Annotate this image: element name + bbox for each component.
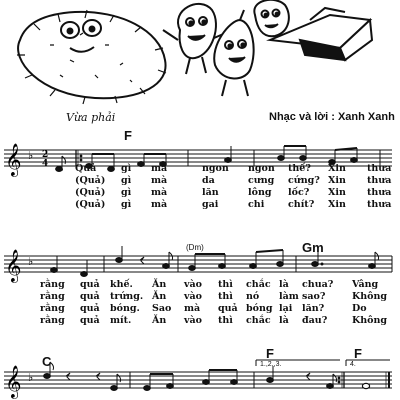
volta-first-ending: 1.,2.,3.: [260, 361, 282, 368]
lyric-word: quả: [80, 315, 100, 326]
lyric-word: gì: [121, 163, 132, 174]
tempo-marking: Vừa phải: [66, 111, 116, 124]
time-signature-top: 2: [42, 150, 49, 160]
lyric-word: Quả: [75, 163, 97, 174]
lyric-word: rằng: [40, 279, 65, 290]
lyric-word: lông: [248, 187, 272, 198]
lyric-word: ngon: [202, 163, 229, 174]
lyric-word: là: [279, 279, 289, 290]
lyric-word: vào: [184, 291, 203, 302]
lyric-word: mà: [151, 175, 168, 186]
lyric-word: chắc: [246, 279, 271, 290]
chord-label: F: [266, 346, 274, 361]
lyric-word: lăn?: [302, 303, 325, 314]
lyrics-block-2: [0, 279, 400, 327]
lyric-line: [0, 187, 400, 199]
lyric-word: nó: [246, 291, 260, 302]
lyric-word: bóng: [246, 303, 273, 314]
svg-text:♭: ♭: [28, 255, 34, 268]
time-signature-bottom: 4: [42, 159, 49, 169]
treble-clef-icon: 𝄞: [5, 143, 22, 176]
lyric-word: cứng?: [288, 175, 320, 186]
lyric-word: rằng: [40, 291, 65, 302]
lyric-word: sao?: [302, 291, 326, 302]
lyric-word: mà: [151, 199, 168, 210]
lyric-word: quả: [80, 279, 100, 290]
lyric-word: (Quả): [75, 175, 106, 186]
lyric-word: làm: [279, 291, 299, 302]
lyric-word: quả: [80, 303, 100, 314]
lyric-line: [0, 175, 400, 187]
lyric-word: chi: [248, 199, 265, 210]
lyric-word: cưng: [248, 175, 275, 186]
lyric-word: Do: [352, 303, 367, 314]
lyric-word: trứng.: [110, 291, 144, 302]
lyric-word: da: [202, 175, 215, 186]
lyric-word: gì: [121, 187, 132, 198]
lyric-word: bóng.: [110, 303, 140, 314]
lyric-line: [0, 291, 400, 303]
lyric-word: gì: [121, 199, 132, 210]
lyric-word: Xin: [328, 175, 346, 186]
lyric-word: chít?: [288, 199, 315, 210]
chord-label-optional: (Dm): [186, 243, 204, 252]
lyric-word: quả: [80, 291, 100, 302]
lyric-word: mà: [151, 163, 168, 174]
lyric-word: rằng: [40, 315, 65, 326]
lyric-word: Xin: [328, 187, 346, 198]
chord-label: Gm: [302, 240, 324, 255]
treble-clef-icon: 𝄞: [5, 249, 22, 282]
lyric-word: thì: [218, 315, 233, 326]
lyric-word: Ăn: [152, 279, 167, 290]
svg-text:♭: ♭: [28, 371, 34, 384]
lyric-word: Ăn: [152, 315, 167, 326]
chord-label: F: [124, 128, 132, 143]
lyric-word: mà: [184, 303, 201, 314]
volta-second-ending: 4.: [350, 361, 356, 368]
lyric-word: đau?: [302, 315, 328, 326]
lyric-word: (Quả): [75, 199, 106, 210]
lyric-word: vào: [184, 279, 203, 290]
lyric-word: lăn: [202, 187, 219, 198]
lyric-word: chua?: [302, 279, 334, 290]
lyric-word: mít.: [110, 315, 132, 326]
lyric-word: thế?: [288, 163, 311, 174]
lyric-word: thì: [218, 291, 233, 302]
chord-label: C: [42, 354, 52, 369]
lyric-word: thì: [218, 279, 233, 290]
fruit-characters-illustration: [0, 0, 400, 112]
lyric-word: Sao: [152, 303, 172, 314]
lyric-word: vào: [184, 315, 203, 326]
lyric-line: [0, 199, 400, 211]
lyric-word: gai: [202, 199, 219, 210]
chord-label: F: [354, 346, 362, 361]
lyric-word: gì: [121, 175, 132, 186]
lyric-word: Không: [352, 315, 388, 326]
lyric-word: thưa: [367, 163, 392, 174]
lyric-word: quả: [218, 303, 238, 314]
svg-text:♭: ♭: [28, 149, 34, 162]
lyric-word: mà: [151, 187, 168, 198]
lyric-word: Vâng: [352, 279, 379, 290]
lyric-word: lại: [279, 303, 293, 314]
lyric-word: Xin: [328, 163, 346, 174]
lyric-line: [0, 303, 400, 315]
lyric-word: là: [279, 315, 289, 326]
credit-line: Nhạc và lời : Xanh Xanh: [269, 111, 395, 123]
lyric-line: [0, 163, 400, 175]
lyric-word: (Quả): [75, 187, 106, 198]
lyric-word: thưa: [367, 187, 392, 198]
lyric-word: chắc: [246, 315, 271, 326]
lyric-word: ngon: [248, 163, 275, 174]
lyric-word: Ăn: [152, 291, 167, 302]
lyrics-block-1: [0, 163, 400, 211]
lyric-word: khế.: [110, 279, 133, 290]
lyric-word: rằng: [40, 303, 65, 314]
lyric-word: thưa: [367, 175, 392, 186]
lyric-word: Xin: [328, 199, 346, 210]
lyric-word: thưa: [367, 199, 392, 210]
lyric-line: [0, 279, 400, 291]
lyric-word: lốc?: [288, 187, 310, 198]
lyric-line: [0, 315, 400, 327]
staff-3: [0, 352, 400, 400]
lyric-word: Không: [352, 291, 388, 302]
treble-clef-icon: 𝄞: [5, 365, 22, 398]
